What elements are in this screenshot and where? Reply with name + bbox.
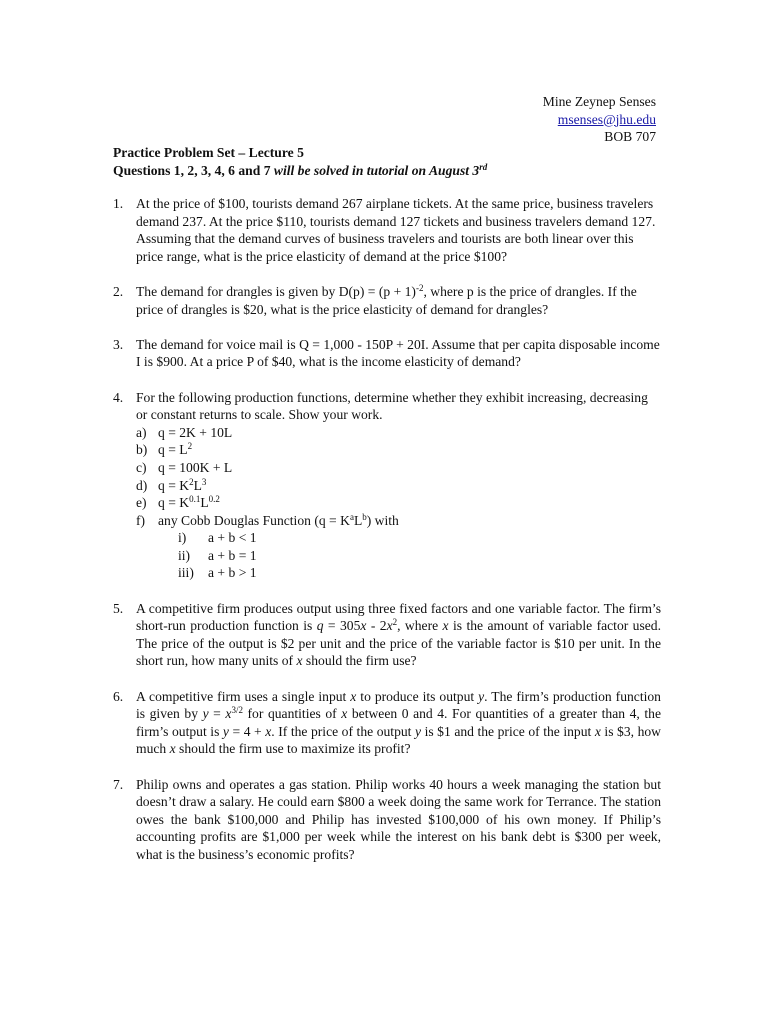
page-title: Practice Problem Set – Lecture 5 (113, 145, 304, 160)
subquestion-e: e) $q = K^{0.1}L^{0.2}$ (136, 494, 220, 511)
document-header (543, 93, 656, 146)
question-6 (113, 688, 661, 758)
email-link[interactable]: msenses@jhu.edu (557, 111, 656, 127)
question-number: 5. (113, 600, 124, 616)
question-number: 2. (113, 283, 124, 299)
question-text: The demand for drangles is given by $D(p) = (p + 1)^{-2}$, where p is the price of drangles. If the price of drangles is $20, what is the price elasticity of demand for drangles? (136, 282, 637, 317)
question-number: 6. (113, 688, 124, 704)
subquestion-d: d) $q = K^2L^3$ (136, 476, 207, 493)
author-name: Mine Zeynep Senses (542, 94, 656, 109)
document-title (113, 144, 673, 180)
question-3 (113, 336, 661, 371)
tutorial-note: Questions 1, 2, 3, 4, 6 and 7 will be solved in tutorial on August 3rd (113, 162, 488, 178)
question-4 (113, 389, 661, 583)
question-number: 1. (113, 196, 124, 211)
question-text: At the price of $100, tourists demand 267 airplane tickets. At the same price, business travelers demand 237. At the price $110, tourists demand 127 tickets and business travelers demand 127. Assuming that the demand curves of business travelers and tourists are both linear over this price range, what is the price elasticity of demand at the price $100? (136, 196, 656, 264)
question-5 (113, 600, 661, 670)
question-list (113, 195, 661, 864)
question-text: A competitive firm produces output using three fixed factors and one variable factor. The firm’s short-run production function is $q = 305x - 2x^2$, where x is the amount of variable factor used. The price of the output is $2 per unit and the price of the variable factor is $10 per unit. In the short run, how many units of x should the firm use? (136, 600, 661, 669)
question-number: 3. (113, 336, 124, 352)
question-number: 7. (113, 776, 124, 792)
question-number: 4. (113, 389, 124, 405)
question-text: For the following production functions, determine whether they exhibit increasing, decreasing or constant returns to scale. Show your work. (136, 389, 648, 423)
question-text: A competitive firm uses a single input x to produce its output y. The firm’s production function is given by $y = x^{3/2}$ for quantities of x between 0 and 4. For quantities of a greater than 4, the firm’s output is y = 4 + x. If the price of the output y is $1 and the price of the input x is $3, how much x should the firm use to maximize its profit? (136, 688, 661, 757)
subquestion-f-ii: ii) a + b = 1 (178, 547, 257, 563)
subquestion-f-i: i) a + b < 1 (178, 530, 257, 546)
question-text: Philip owns and operates a gas station. Philip works 40 hours a week managing the station but doesn’t draw a salary. He could earn $800 a week doing the same work for Terrance. The station owes the bank $100,000 and Philip has invested $100,000 of his own money. If Philip’s accounting profits are $1,000 per week while the interest on his bank debt is $300 per week, what is the business’s economic profits? (136, 776, 661, 862)
question-1 (113, 195, 661, 265)
subquestion-b: b) $q = L^2$ (136, 441, 193, 458)
question-7 (113, 776, 661, 864)
subquestion-f-iii: iii) a + b > 1 (178, 565, 257, 581)
subquestion-a: a) q = 2K + 10L (136, 424, 233, 440)
subquestion-c: c) q = 100K + L (136, 459, 233, 475)
subquestion-f: f) any Cobb Douglas Function $(q = K^aL^b)$ with (136, 511, 399, 528)
question-2 (113, 283, 661, 318)
course-code: BOB 707 (604, 129, 656, 145)
question-text: The demand for voice mail is Q = 1,000 - 150P + 20I. Assume that per capita disposable income I is $900. At a price P of $40, what is the income elasticity of demand? (136, 336, 660, 370)
